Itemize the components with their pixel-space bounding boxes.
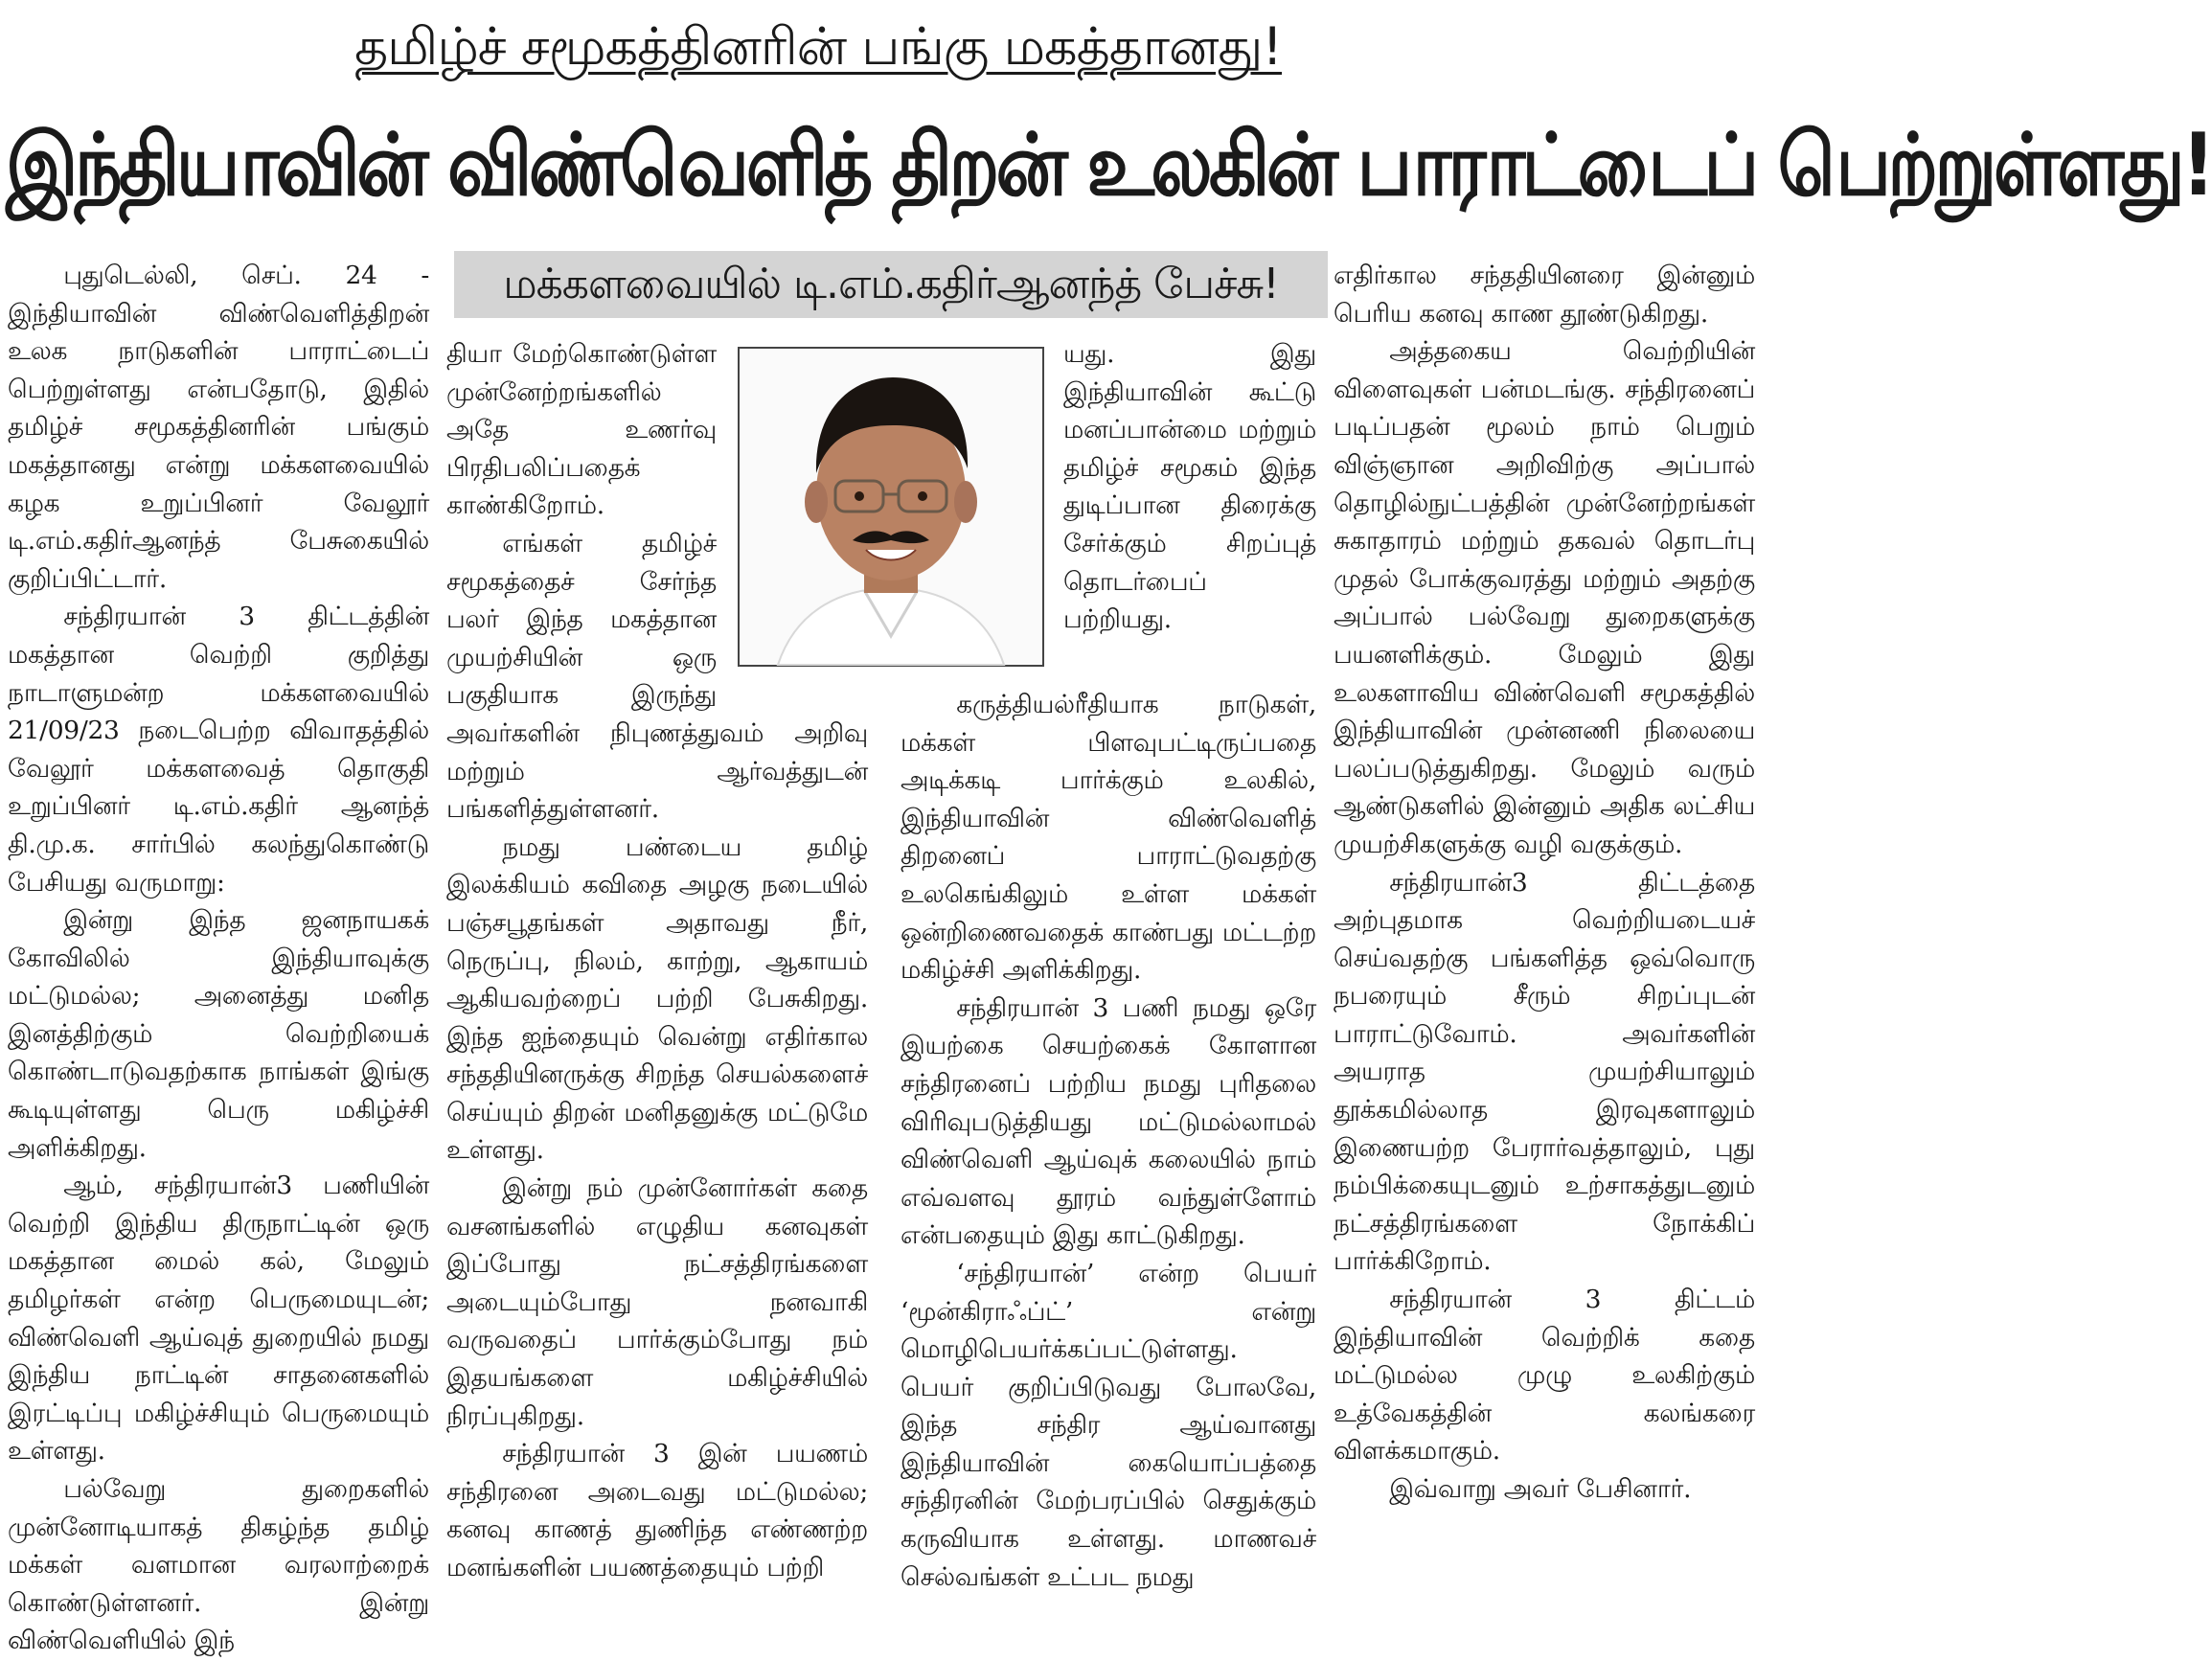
- paragraph: தியா மேற்கொண்டுள்ள முன்னேற்றங்களில் அதே உணர்வு பிரதிபலிப்பதைக் காண்கிறோம்.: [446, 339, 717, 521]
- paragraph: எங்கள் தமிழ்ச் சமூகத்தைச் சேர்ந்த பலர் இந்த மகத்தான முயற்சியின் ஒரு பகுதியாக இருந்து அவர்களின் நிபுணத்துவம் அறிவு மற்றும் ஆர்வத்துடன் பங்களித்துள்ளனர்.: [446, 528, 868, 825]
- deck-subheadline: மக்களவையில் டி.எம்.கதிர்ஆனந்த் பேச்சு!: [454, 251, 1328, 318]
- paragraph: ‘சந்திரயான்’ என்ற பெயர் ‘மூன்கிராஃப்ட்’ என்று மொழிபெயர்க்கப்பட்டுள்ளது. பெயர் குறிப்பிடுவது போலவே, இந்த சந்திர ஆய்வானது இந்தியாவின் கையொப்பத்தை சந்திரனின் மேற்பரப்பில் செதுக்கும் கருவியாக உள்ளது. மாணவச் செல்வங்கள் உட்பட நமது: [901, 1258, 1316, 1592]
- paragraph: நமது பண்டைய தமிழ் இலக்கியம் கவிதை அழகு நடையில் பஞ்சபூதங்கள் அதாவது நீர், நெருப்பு, நிலம், காற்று, ஆகாயம் ஆகியவற்றைப் பற்றி பேசுகிறது. இந்த ஐந்தையும் வென்று எதிர்கால சந்ததியினருக்கு சிறந்த செயல்களைச் செய்யும் திறன் மனிதனுக்கு மட்டுமே உள்ளது.: [446, 831, 868, 1166]
- paragraph: இவ்வாறு அவர் பேசினார்.: [1389, 1474, 1692, 1504]
- paragraph: கருத்தியல்ரீதியாக நாடுகள், மக்கள் பிளவுபட்டிருப்பதை அடிக்கடி பார்க்கும் உலகில், இந்தியாவின் விண்வெளித் திறனைப் பாராட்டுவதற்கு உலகெங்கிலும் உள்ள மக்கள் ஒன்றிணைவதைக் காண்பது மட்டற்ற மகிழ்ச்சி அளிக்கிறது.: [901, 690, 1316, 986]
- photo-wrap-spacer: [717, 335, 868, 686]
- article-column-1: [8, 257, 429, 1660]
- paragraph: யது. இது இந்தியாவின் கூட்டு மனப்பான்மை மற்றும் தமிழ்ச் சமூகம் இந்த துடிப்பான திரைக்கு சேர்க்கும் சிறப்புத் தொடர்பைப் பற்றியது.: [1063, 339, 1316, 635]
- article-column-3-flow: [901, 335, 1316, 1596]
- paragraph: ஆம், சந்திரயான்3 பணியின் வெற்றி இந்திய திருநாட்டின் ஒரு மகத்தான மைல் கல், மேலும் தமிழர்கள் என்ற பெருமையுடன்; விண்வெளி ஆய்வுத் துறையில் நமது இந்திய நாட்டின் சாதனைகளில் இரட்டிப்பு மகிழ்ச்சியும் பெருமையும் உள்ளது.: [8, 1171, 429, 1467]
- article-column-4: [1334, 257, 1755, 1509]
- paragraph: புதுடெல்லி, செப். 24 - இந்தியாவின் விண்வெளித்திறன் உலக நாடுகளின் பாராட்டைப் பெற்றுள்ளது என்பதோடு, இதில் தமிழ்ச் சமூகத்தினரின் பங்கும் மகத்தானது என்று மக்களவையில் கழக உறுப்பினர் வேலூர் டி.எம்.கதிர்ஆனந்த் பேசுகையில் குறிப்பிட்டார்.: [8, 261, 429, 594]
- paragraph: இன்று இந்த ஜனநாயகக் கோவிலில் இந்தியாவுக்கு மட்டுமல்ல; அனைத்து மனித இனத்திற்கும் வெற்றியைக் கொண்டாடுவதற்காக நாங்கள் இங்கு கூடியுள்ளது பெரு மகிழ்ச்சி அளிக்கிறது.: [8, 905, 429, 1163]
- paragraph: சந்திரயான் 3 இன் பயணம் சந்திரனை அடைவது மட்டுமல்ல; கனவு காணத் துணிந்த எண்ணற்ற மனங்களின் பயணத்தையும் பற்றி: [446, 1439, 868, 1582]
- paragraph: பல்வேறு துறைகளில் முன்னோடியாகத் திகழ்ந்த தமிழ் மக்கள் வளமான வரலாற்றைக் கொண்டுள்ளனர். இன்று விண்வெளியில் இந்: [8, 1474, 429, 1656]
- paragraph: சந்திரயான்3 திட்டத்தை அற்புதமாக வெற்றியடையச் செய்வதற்கு பங்களித்த ஒவ்வொரு நபரையும் சீரும் சிறப்புடன் பாராட்டுவோம். அவர்களின் அயராத முயற்சியாலும் தூக்கமில்லாத இரவுகளாலும் இணையற்ற பேரார்வத்தாலும், புது நம்பிக்கையுடனும் உற்சாகத்துடனும் நட்சத்திரங்களை நோக்கிப் பார்க்கிறோம்.: [1334, 867, 1755, 1277]
- paragraph: எதிர்கால சந்ததியினரை இன்னும் பெரிய கனவு காண தூண்டுகிறது.: [1334, 261, 1755, 329]
- paragraph: இன்று நம் முன்னோர்கள் கதை வசனங்களில் எழுதிய கனவுகள் இப்போது நட்சத்திரங்களை அடையும்போது நனவாகி வருவதைப் பார்க்கும்போது நம் இதயங்களை மகிழ்ச்சியில் நிரப்புகிறது.: [446, 1173, 868, 1431]
- paragraph: அத்தகைய வெற்றியின் விளைவுகள் பன்மடங்கு. சந்திரனைப் படிப்பதன் மூலம் நாம் பெறும் விஞ்ஞான அறிவிற்கு அப்பால் தொழில்நுட்பத்தின் முன்னேற்றங்கள் சுகாதாரம் மற்றும் தகவல் தொடர்பு முதல் போக்குவரத்து மற்றும் அதற்கு அப்பால் பல்வேறு துறைகளுக்கு பயனளிக்கும். மேலும் இது உலகளாவிய விண்வெளி சமூகத்தில் இந்தியாவின் முன்னணி நிலையை பலப்படுத்துகிறது. மேலும் வரும் ஆண்டுகளில் இன்னும் அதிக லட்சிய முயற்சிகளுக்கு வழி வகுக்கும்.: [1334, 336, 1755, 859]
- kicker-headline: தமிழ்ச் சமூகத்தினரின் பங்கு மகத்தானது!: [354, 16, 1282, 77]
- paragraph: சந்திரயான் 3 பணி நமது ஒரே இயற்கை செயற்கைக் கோளான சந்திரனைப் பற்றிய நமது புரிதலை விரிவுபடுத்தியது மட்டுமல்லாமல் விண்வெளி ஆய்வுக் கலையில் நாம் எவ்வளவு தூரம் வந்துள்ளோம் என்பதையும் இது காட்டுகிறது.: [901, 992, 1316, 1251]
- article-column-2-flow: [446, 335, 868, 1587]
- main-headline: இந்தியாவின் விண்வெளித் திறன் உலகின் பாராட்டைப் பெற்றுள்ளது!: [6, 116, 2212, 216]
- paragraph: சந்திரயான் 3 திட்டம் இந்தியாவின் வெற்றிக் கதை மட்டுமல்ல முழு உலகிற்கும் உத்வேகத்தின் கலங்கரை விளக்கமாகும்.: [1334, 1285, 1755, 1467]
- paragraph: சந்திரயான் 3 திட்டத்தின் மகத்தான வெற்றி குறித்து நாடாளுமன்ற மக்களவையில் 21/09/23 நடைபெற்ற விவாதத்தில் வேலூர் மக்களவைத் தொகுதி உறுப்பினர் டி.எம்.கதிர் ஆனந்த் தி.மு.க. சார்பில் கலந்துகொண்டு பேசியது வருமாறு:: [8, 602, 429, 898]
- photo-wrap-spacer: [901, 335, 1063, 686]
